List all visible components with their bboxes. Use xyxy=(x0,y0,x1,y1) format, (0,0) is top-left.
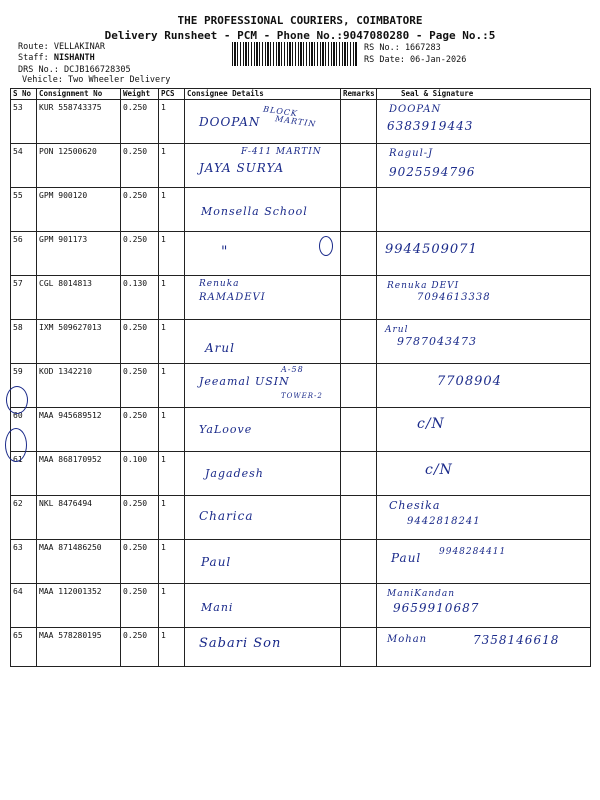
cell-weight: 0.250 xyxy=(121,540,159,584)
handwriting: Jagadesh xyxy=(205,467,264,480)
handwriting: Monsella School xyxy=(201,205,308,218)
col-header: Remarks xyxy=(341,89,377,100)
cell-sno: 63 xyxy=(11,540,37,584)
table-row xyxy=(11,452,591,496)
table-row xyxy=(11,276,591,320)
cell-pcs: 1 xyxy=(159,232,185,276)
cell-signature xyxy=(377,408,591,452)
cell-consignee xyxy=(185,320,341,364)
cell-remarks xyxy=(341,144,377,188)
col-header: Consignment No xyxy=(37,89,121,100)
cell-pcs: 1 xyxy=(159,276,185,320)
table-row xyxy=(11,584,591,628)
staff-line xyxy=(18,53,95,63)
cell-signature xyxy=(377,144,591,188)
handwriting: Renuka xyxy=(199,279,240,289)
handwriting: A-58 xyxy=(281,365,304,374)
cell-weight: 0.250 xyxy=(121,100,159,144)
pen-circle-61 xyxy=(5,428,27,462)
cell-consignment: CGL 8014813 xyxy=(37,276,121,320)
table-row xyxy=(11,628,591,667)
handwriting: Mani xyxy=(201,601,234,614)
company-title: THE PROFESSIONAL COURIERS, COIMBATORE xyxy=(177,14,423,27)
cell-pcs: 1 xyxy=(159,540,185,584)
cell-weight: 0.250 xyxy=(121,408,159,452)
handwriting: DOOPAN xyxy=(389,104,442,115)
cell-weight: 0.130 xyxy=(121,276,159,320)
handwriting: YaLoove xyxy=(199,423,253,436)
handwriting: 7358146618 xyxy=(473,633,560,647)
handwriting: TOWER-2 xyxy=(281,392,323,400)
cell-remarks xyxy=(341,188,377,232)
cell-signature xyxy=(377,276,591,320)
handwriting: 9948284411 xyxy=(439,547,507,557)
col-header: Consignee Details xyxy=(185,89,341,100)
cell-weight: 0.250 xyxy=(121,144,159,188)
cell-sno: 53 xyxy=(11,100,37,144)
cell-consignment: IXM 509627013 xyxy=(37,320,121,364)
table-row xyxy=(11,232,591,276)
cell-remarks xyxy=(341,496,377,540)
cell-consignee xyxy=(185,276,341,320)
cell-sno: 55 xyxy=(11,188,37,232)
rs-date: RS Date: 06-Jan-2026 xyxy=(364,55,467,65)
cell-weight: 0.100 xyxy=(121,452,159,496)
col-header: Seal & Signature xyxy=(377,89,591,100)
table-row xyxy=(11,364,591,408)
cell-consignee xyxy=(185,188,341,232)
cell-consignment: MAA 871486250 xyxy=(37,540,121,584)
cell-remarks xyxy=(341,100,377,144)
handwriting: 7708904 xyxy=(437,374,502,389)
table-header-row xyxy=(11,89,591,100)
cell-consignment: MAA 868170952 xyxy=(37,452,121,496)
cell-consignee xyxy=(185,496,341,540)
handwriting: 9787043473 xyxy=(397,335,477,348)
cell-consignment: MAA 945689512 xyxy=(37,408,121,452)
table-row xyxy=(11,540,591,584)
cell-consignment: GPM 901173 xyxy=(37,232,121,276)
handwriting: BLOCK xyxy=(262,104,299,119)
cell-remarks xyxy=(341,628,377,667)
cell-remarks xyxy=(341,408,377,452)
handwriting: ManiKandan xyxy=(387,589,456,599)
drs-number: DRS No.: DCJB166728305 xyxy=(18,65,131,75)
cell-pcs: 1 xyxy=(159,496,185,540)
handwriting: MARTIN xyxy=(274,114,317,129)
handwriting: F-411 MARTIN xyxy=(241,147,322,157)
handwriting: Chesika xyxy=(389,499,441,512)
cell-sno: 65 xyxy=(11,628,37,667)
cell-consignment: KOD 1342210 xyxy=(37,364,121,408)
handwriting: Arul xyxy=(385,325,409,335)
handwriting: Arul xyxy=(205,341,235,355)
cell-sno: 62 xyxy=(11,496,37,540)
runsheet-table xyxy=(10,88,591,667)
handwriting: 9442818241 xyxy=(407,516,481,527)
cell-sno: 64 xyxy=(11,584,37,628)
cell-consignment: NKL 8476494 xyxy=(37,496,121,540)
barcode xyxy=(232,42,358,66)
staff-name: NISHANTH xyxy=(53,53,95,63)
cell-consignee xyxy=(185,144,341,188)
cell-weight: 0.250 xyxy=(121,232,159,276)
cell-consignee xyxy=(185,540,341,584)
cell-weight: 0.250 xyxy=(121,584,159,628)
handwriting: Jeeamal USIN xyxy=(199,375,290,388)
handwriting: 6383919443 xyxy=(387,119,474,133)
cell-pcs: 1 xyxy=(159,628,185,667)
cell-consignee xyxy=(185,232,341,276)
cell-signature xyxy=(377,320,591,364)
cell-signature xyxy=(377,628,591,667)
cell-signature xyxy=(377,452,591,496)
handwriting: 9659910687 xyxy=(393,601,480,615)
cell-pcs: 1 xyxy=(159,452,185,496)
route-label: Route: VELLAKINAR xyxy=(18,42,105,52)
cell-signature xyxy=(377,188,591,232)
handwriting: Paul xyxy=(201,555,232,569)
cell-pcs: 1 xyxy=(159,144,185,188)
cell-remarks xyxy=(341,276,377,320)
cell-remarks xyxy=(341,452,377,496)
cell-pcs: 1 xyxy=(159,100,185,144)
col-header: PCS xyxy=(159,89,185,100)
pen-mark xyxy=(319,236,333,256)
handwriting: Renuka DEVI xyxy=(387,281,460,291)
cell-consignee xyxy=(185,100,341,144)
cell-consignment: GPM 900120 xyxy=(37,188,121,232)
cell-sno: 57 xyxy=(11,276,37,320)
cell-weight: 0.250 xyxy=(121,628,159,667)
cell-sno: 60 xyxy=(11,408,37,452)
cell-sno: 61 xyxy=(11,452,37,496)
cell-remarks xyxy=(341,364,377,408)
handwriting: JAYA SURYA xyxy=(199,161,285,175)
cell-signature xyxy=(377,540,591,584)
cell-sno: 56 xyxy=(11,232,37,276)
handwriting: 9025594796 xyxy=(389,165,476,179)
handwriting: 7094613338 xyxy=(417,292,491,303)
cell-weight: 0.250 xyxy=(121,320,159,364)
cell-sno: 59 xyxy=(11,364,37,408)
handwriting: c/N xyxy=(417,416,445,432)
cell-consignee xyxy=(185,364,341,408)
cell-signature xyxy=(377,364,591,408)
cell-signature xyxy=(377,232,591,276)
table-row xyxy=(11,100,591,144)
handwriting: " xyxy=(221,244,229,260)
cell-pcs: 1 xyxy=(159,320,185,364)
cell-remarks xyxy=(341,232,377,276)
cell-signature xyxy=(377,100,591,144)
table-row xyxy=(11,408,591,452)
cell-sno: 58 xyxy=(11,320,37,364)
cell-remarks xyxy=(341,320,377,364)
cell-consignment: KUR 558743375 xyxy=(37,100,121,144)
cell-consignee xyxy=(185,584,341,628)
cell-signature xyxy=(377,496,591,540)
table-row xyxy=(11,144,591,188)
handwriting: Charica xyxy=(199,509,254,523)
cell-remarks xyxy=(341,540,377,584)
cell-pcs: 1 xyxy=(159,408,185,452)
cell-consignment: MAA 112001352 xyxy=(37,584,121,628)
handwriting: DOOPAN xyxy=(199,115,261,129)
runsheet-subtitle: Delivery Runsheet - PCM - Phone No.:9047080280 - Page No.:5 xyxy=(104,29,496,42)
col-header: Weight xyxy=(121,89,159,100)
cell-consignee xyxy=(185,452,341,496)
handwriting: Paul xyxy=(391,551,422,565)
cell-weight: 0.250 xyxy=(121,364,159,408)
staff-label: Staff: xyxy=(18,53,49,63)
table-row xyxy=(11,320,591,364)
cell-consignee xyxy=(185,628,341,667)
cell-weight: 0.250 xyxy=(121,496,159,540)
pen-circle-60 xyxy=(6,386,28,414)
rs-number: RS No.: 1667283 xyxy=(364,43,441,53)
cell-consignment: MAA 578280195 xyxy=(37,628,121,667)
table-row xyxy=(11,188,591,232)
cell-pcs: 1 xyxy=(159,188,185,232)
cell-weight: 0.250 xyxy=(121,188,159,232)
handwriting: Ragul-J xyxy=(389,148,434,159)
cell-sno: 54 xyxy=(11,144,37,188)
handwriting: c/N xyxy=(425,462,453,478)
cell-signature xyxy=(377,584,591,628)
handwriting: Sabari Son xyxy=(199,636,282,651)
cell-pcs: 1 xyxy=(159,364,185,408)
cell-remarks xyxy=(341,584,377,628)
handwriting: Mohan xyxy=(387,634,428,645)
cell-consignment: PON 12500620 xyxy=(37,144,121,188)
handwriting: RAMADEVI xyxy=(199,292,266,303)
cell-pcs: 1 xyxy=(159,584,185,628)
col-header: S No xyxy=(11,89,37,100)
table-row xyxy=(11,496,591,540)
vehicle-type: Vehicle: Two Wheeler Delivery xyxy=(22,75,171,85)
handwriting: 9944509071 xyxy=(385,242,478,257)
cell-consignee xyxy=(185,408,341,452)
